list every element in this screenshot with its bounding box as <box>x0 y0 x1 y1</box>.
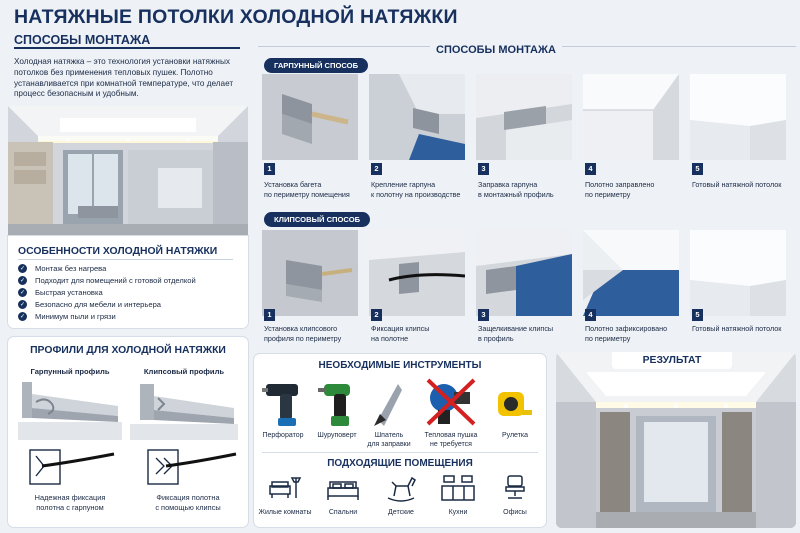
feature-label: Монтаж без нагрева <box>35 264 107 273</box>
step-caption-line: по периметру <box>585 333 631 343</box>
room-caption: Спальни <box>328 509 358 516</box>
feature-label: Подходит для помещений с готовой отделкой <box>35 276 196 285</box>
tool-caption-line: Шпатель <box>374 432 404 439</box>
profiles-title: ПРОФИЛИ ДЛЯ ХОЛОДНОЙ НАТЯЖКИ <box>30 345 226 356</box>
room-photo <box>8 106 248 236</box>
feature-label: Быстрая установка <box>35 288 103 297</box>
clip-caption-line-2: с помощью клипсы <box>155 503 221 512</box>
tool-caption-line: Перфоратор <box>262 432 304 439</box>
office-chair-icon <box>500 474 530 502</box>
clip-step-image <box>690 230 786 316</box>
harpoon-step-image <box>262 74 358 160</box>
step-caption-line: по периметру <box>585 189 631 199</box>
harpoon-diagram <box>28 446 118 486</box>
check-icon: ✓ <box>19 290 26 296</box>
clip-caption-line-1: Фиксация полотна <box>156 493 220 502</box>
step-number-badge: 3 <box>478 163 489 175</box>
clip-method-badge: КЛИПСОВЫЙ СПОСОБ <box>264 212 370 227</box>
clip-step-image <box>262 230 358 316</box>
tool-caption <box>358 431 420 449</box>
intro-text: Холодная натяжка – это технология установки натяжных потолков без применения тепловых пушек. Полотно устанавливается при комнатной температуре, что делает процесс безопасным и удобным. <box>14 57 234 99</box>
step-number-badge: 3 <box>478 309 489 321</box>
step-caption-line: профиля по периметру <box>264 333 342 343</box>
step-caption-line: Фиксация клипсы <box>371 324 430 333</box>
step-number-badge: 2 <box>371 163 382 175</box>
living-room-icon <box>268 474 302 502</box>
rooms-title: ПОДХОДЯЩИЕ ПОМЕЩЕНИЯ <box>327 458 473 469</box>
step-number-badge: 4 <box>585 309 596 321</box>
step-caption-line: Установка клипсового <box>264 324 338 333</box>
result-label: РЕЗУЛЬТАТ <box>612 352 732 369</box>
harpoon-caption-line-1: Надежная фиксация <box>34 493 106 502</box>
check-icon: ✓ <box>19 278 26 284</box>
room-caption: Офисы <box>503 509 527 516</box>
features-divider <box>18 259 233 260</box>
section-subtitle: СПОСОБЫ МОНТАЖА <box>14 33 151 47</box>
tool-caption <box>420 431 482 449</box>
clip-step-image <box>583 230 679 316</box>
step-number-badge: 5 <box>692 309 703 321</box>
room-caption: Кухни <box>448 509 468 516</box>
step-caption <box>371 324 471 343</box>
screwdriver-drill-icon <box>318 378 358 428</box>
harpoon-step-image <box>369 74 465 160</box>
clip-profile-label: Клипсовый профиль <box>143 367 225 376</box>
step-number-badge: 1 <box>264 163 275 175</box>
bedroom-icon <box>326 476 360 502</box>
clip-profile-image <box>130 378 238 440</box>
check-icon: ✓ <box>19 266 26 272</box>
tool-caption-line: не требуется <box>430 441 472 448</box>
harpoon-step-image <box>583 74 679 160</box>
harpoon-method-badge: ГАРПУННЫЙ СПОСОБ <box>264 58 368 73</box>
tool-caption-line: Шуруповерт <box>317 432 357 439</box>
step-caption-line: в профиль <box>478 333 514 343</box>
step-number-badge: 1 <box>264 309 275 321</box>
harpoon-caption <box>18 493 122 513</box>
clip-step-image <box>369 230 465 316</box>
step-caption-line: Готовый натяжной потолок <box>692 180 782 189</box>
step-caption-line: Полотно зафиксировано <box>585 324 668 333</box>
harpoon-step-image <box>476 74 572 160</box>
feature-item <box>18 311 116 322</box>
rooms-divider <box>262 452 538 453</box>
step-number-badge: 2 <box>371 309 382 321</box>
step-caption-line: Полотно заправлено <box>585 180 655 189</box>
tool-caption <box>484 431 546 440</box>
feature-item <box>18 287 103 298</box>
step-caption <box>585 324 685 343</box>
step-caption <box>478 324 578 343</box>
feature-label: Безопасно для мебели и интерьера <box>35 300 162 309</box>
tool-caption-line: для заправки <box>367 441 411 448</box>
step-caption <box>585 180 685 199</box>
step-caption <box>692 324 792 334</box>
clip-caption <box>136 493 240 513</box>
clip-diagram <box>146 446 238 486</box>
step-number-badge: 4 <box>585 163 596 175</box>
step-caption-line: Готовый натяжной потолок <box>692 324 782 333</box>
room-caption: Детские <box>388 509 414 516</box>
feature-label: Минимум пыли и грязи <box>35 312 116 321</box>
room-caption: Жилые комнаты <box>258 509 312 516</box>
step-caption <box>478 180 578 199</box>
step-caption <box>264 324 364 343</box>
tape-measure-icon <box>496 390 534 420</box>
step-caption-line: по периметру помещения <box>264 189 350 199</box>
kitchen-icon <box>440 474 476 502</box>
step-caption-line: Заправка гарпуна <box>478 180 538 189</box>
step-caption <box>371 180 471 199</box>
step-caption-line: Крепление гарпуна <box>371 180 436 189</box>
methods-title: СПОСОБЫ МОНТАЖА <box>430 44 562 56</box>
result-photo <box>556 352 796 528</box>
hammer-drill-icon <box>262 378 304 428</box>
tools-title: НЕОБХОДИМЫЕ ИНСТРУМЕНТЫ <box>318 360 482 371</box>
harpoon-profile-image <box>18 378 122 440</box>
step-caption-line: в монтажный профиль <box>478 189 554 199</box>
step-caption-line: Установка багета <box>264 180 322 189</box>
tool-caption-line: Тепловая пушка <box>424 432 478 439</box>
rocking-horse-icon <box>384 474 418 502</box>
features-title: ОСОБЕННОСТИ ХОЛОДНОЙ НАТЯЖКИ <box>18 246 218 257</box>
harpoon-profile-label: Гарпунный профиль <box>30 367 110 376</box>
check-icon: ✓ <box>19 314 26 320</box>
step-caption-line: на полотне <box>371 333 409 343</box>
heat-gun-crossed-icon <box>424 376 478 428</box>
feature-item <box>18 263 106 274</box>
step-caption <box>264 180 364 199</box>
clip-step-image <box>476 230 572 316</box>
tool-caption <box>252 431 314 440</box>
spatula-icon <box>374 380 404 428</box>
step-caption-line: Защелкивание клипсы <box>478 324 554 333</box>
feature-item <box>18 275 196 286</box>
page-title: НАТЯЖНЫЕ ПОТОЛКИ ХОЛОДНОЙ НАТЯЖКИ <box>14 6 458 28</box>
check-icon: ✓ <box>19 302 26 308</box>
harpoon-caption-line-2: полотна с гарпуном <box>36 503 104 512</box>
subtitle-underline <box>14 47 240 49</box>
step-caption <box>692 180 792 190</box>
feature-item <box>18 299 161 310</box>
tool-caption-line: Рулетка <box>501 432 529 439</box>
harpoon-step-image <box>690 74 786 160</box>
step-caption-line: к полотну на производстве <box>371 189 461 199</box>
step-number-badge: 5 <box>692 163 703 175</box>
